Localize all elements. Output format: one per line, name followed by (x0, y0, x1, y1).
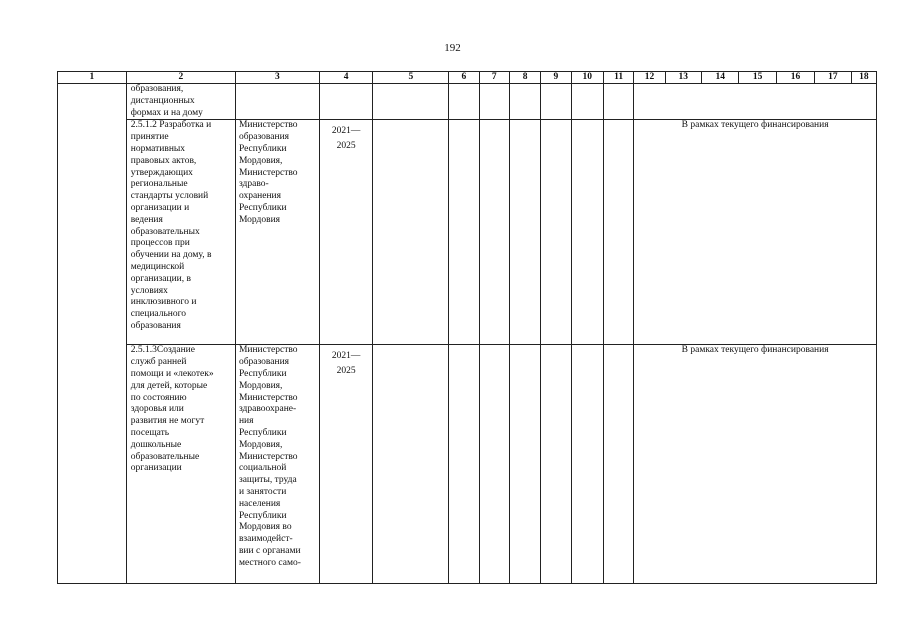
cell-col11 (603, 120, 633, 345)
header-cell: 3 (235, 72, 319, 84)
header-cell: 18 (851, 72, 876, 84)
executor-cell: Министерство образования Республики Мордовия, Министерство здраво- охранения Республики Мордовия (235, 120, 319, 345)
cell-col7 (479, 120, 509, 345)
header-cell: 13 (665, 72, 701, 84)
table-row (58, 84, 877, 120)
cell-col5 (373, 120, 449, 345)
header-cell: 6 (449, 72, 479, 84)
header-cell: 5 (373, 72, 449, 84)
cell-col9 (541, 84, 571, 120)
cell-funding (634, 84, 877, 120)
header-cell: 14 (702, 72, 739, 84)
cell-period (319, 84, 373, 120)
program-table (57, 71, 877, 584)
executor-cell: Министерство образования Республики Мордовия, Министерство здравоохране- ния Республики Мордовия, Министерство социальной защиты, труда и занятости населения Республики Мордовия во взаимодейст- вии с органами местного само- (235, 345, 319, 584)
header-cell: 2 (126, 72, 235, 84)
funding-cell: В рамках текущего финансирования (634, 345, 877, 584)
cell-col10 (571, 345, 603, 584)
cell-col6 (449, 120, 479, 345)
header-cell: 1 (58, 72, 127, 84)
period-cell: 2021— 2025 (319, 120, 373, 345)
measure-name: 2.5.1.3Создание служб ранней помощи и «лекотек» для детей, которые по состоянию здоровья или развития не могут посещать дошкольные образовательные организации (126, 345, 235, 584)
cell-col8 (509, 345, 540, 584)
header-cell: 12 (634, 72, 665, 84)
page-number: 192 (444, 42, 461, 54)
cell-col5 (373, 345, 449, 584)
header-cell: 4 (319, 72, 373, 84)
funding-cell: В рамках текущего финансирования (634, 120, 877, 345)
header-cell: 17 (815, 72, 851, 84)
header-cell: 11 (603, 72, 633, 84)
header-cell: 8 (509, 72, 540, 84)
measure-name: 2.5.1.2 Разработка и принятие нормативных правовых актов, утверждающих региональные стандарты условий организации и ведения образовательных процессов при обучении на дому, в медицинской организации, в условиях инклюзивного и специального образования (126, 120, 235, 345)
cell-col6 (449, 84, 479, 120)
cell-col10 (571, 84, 603, 120)
measure-name: образования, дистанционных формах и на дому (126, 84, 235, 120)
period-cell: 2021— 2025 (319, 345, 373, 584)
cell-col7 (479, 345, 509, 584)
table-row (58, 345, 877, 584)
header-cell: 9 (541, 72, 571, 84)
header-cell: 15 (739, 72, 776, 84)
cell-col11 (603, 345, 633, 584)
cell-executor (235, 84, 319, 120)
header-cell: 7 (479, 72, 509, 84)
table-row (58, 120, 877, 345)
cell-col8 (509, 120, 540, 345)
cell-col7 (479, 84, 509, 120)
cell-col6 (449, 345, 479, 584)
header-cell: 16 (776, 72, 814, 84)
cell-col8 (509, 84, 540, 120)
cell-col10 (571, 120, 603, 345)
header-cell: 10 (571, 72, 603, 84)
header-row (58, 72, 877, 84)
cell-col1 (58, 84, 127, 584)
cell-col9 (541, 345, 571, 584)
cell-col5 (373, 84, 449, 120)
cell-col9 (541, 120, 571, 345)
cell-col11 (603, 84, 633, 120)
